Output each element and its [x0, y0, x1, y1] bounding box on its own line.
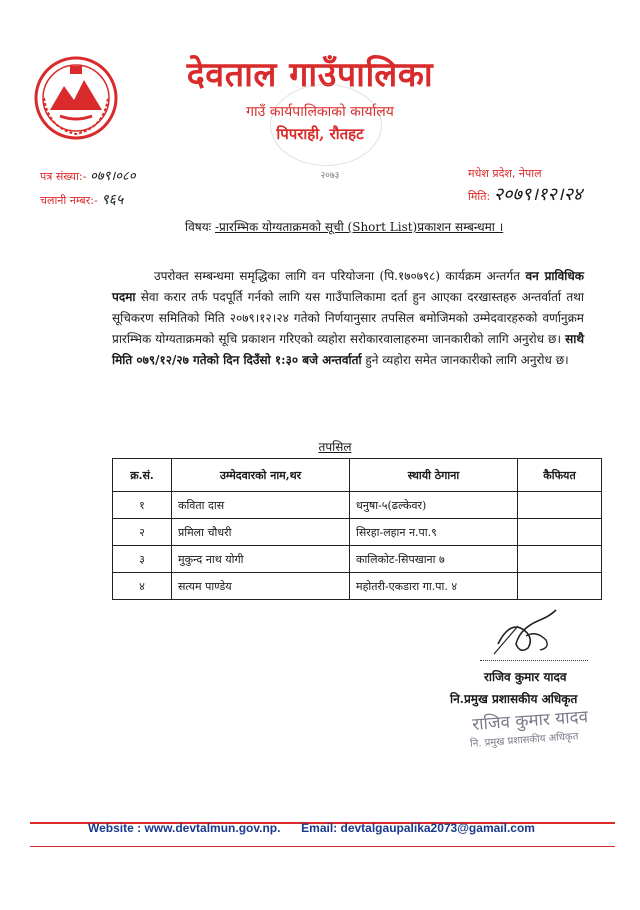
- cell-name: मुकुन्द नाथ योगी: [172, 546, 350, 573]
- footer-website: Website : www.devtalmun.gov.np.: [88, 821, 281, 835]
- reference-value: ०७९।०८०: [90, 169, 136, 184]
- cell-serial: १: [113, 492, 172, 519]
- table-row: [113, 546, 602, 573]
- dispatch-number: [40, 190, 123, 209]
- cell-address: कालिकोट-सिपखाना ७: [350, 546, 518, 573]
- footer-email: Email: devtalgaupalika2073@gamail.com: [301, 821, 535, 835]
- cell-name: प्रमिला चौधरी: [172, 519, 350, 546]
- cell-name: कविता दास: [172, 492, 350, 519]
- title-stamp: नि. प्रमुख प्रशासकीय अधिकृत: [469, 731, 579, 750]
- letter-date: [468, 182, 582, 206]
- cell-serial: ३: [113, 546, 172, 573]
- notice-body: [112, 266, 584, 371]
- office-name: गाउँ कार्यपालिकाको कार्यालय: [246, 104, 394, 120]
- body-text-2: सेवा करार तर्फ पदपूर्ति गर्नको लागि यस गाउँपालिकामा दर्ता हुन आएका दरखास्तहरु अन्तर्वार्ता तथा सूचिकरण समितिको मिति २०७९।१२।२४ गतेको निर्णयानुसार तपसिल बमोजिमको उम्मेदवारहरुको वर्णानुक्रम प्रारम्भिक योग्यताक्रमको सूचि प्रकाशन गरिएको व्यहोरा सरोकारवालाहरुमा जानकारीको लागि अनुरोध छ।: [112, 290, 584, 346]
- cell-name: सत्यम पाण्डेय: [172, 573, 350, 600]
- reference-label: पत्र संख्या:-: [40, 170, 87, 183]
- date-label: मिति:: [468, 190, 491, 203]
- table-row: [113, 573, 602, 600]
- body-text-1: उपरोक्त सम्बन्धमा समृद्धिका लागि वन परियोजना (पि.१७०७९८) कार्यक्रम अन्तर्गत: [154, 269, 526, 283]
- subject-line: [185, 218, 503, 235]
- cell-address: धनुषा-५(ढल्केवर): [350, 492, 518, 519]
- municipality-emblem: [30, 52, 122, 144]
- reference-number: [40, 166, 136, 184]
- dispatch-value: ९६५: [101, 192, 124, 208]
- subject-label: विषयः: [185, 220, 212, 234]
- header-serial: क्र.सं.: [113, 459, 172, 492]
- table-row: [113, 492, 602, 519]
- cell-address: सिरहा-लहान न.पा.९: [350, 519, 518, 546]
- cell-remarks: [518, 546, 602, 573]
- subject-text: -प्रारम्भिक योग्यताक्रमको सूची (Short List)प्रकाशन सम्बन्धमा ।: [214, 220, 504, 234]
- office-address: पिपराही, रौतहट: [276, 125, 364, 143]
- cell-remarks: [518, 573, 602, 600]
- cell-address: महोतरी-एकडारा गा.पा. ४: [350, 573, 518, 600]
- name-stamp: राजिव कुमार यादव: [471, 706, 589, 736]
- stamp-year: २०७३: [320, 171, 340, 181]
- cell-serial: ४: [113, 573, 172, 600]
- handwritten-signature: [490, 600, 570, 658]
- date-value: २०७९।१२।२४: [493, 184, 583, 205]
- cell-serial: २: [113, 519, 172, 546]
- table-row: [113, 519, 602, 546]
- header-remarks: कैफियत: [518, 459, 602, 492]
- signatory-title: नि.प्रमुख प्रशासकीय अधिकृत: [450, 692, 578, 706]
- candidates-table: [112, 458, 602, 600]
- cell-remarks: [518, 492, 602, 519]
- organization-name: देवताल गाउँपालिका: [186, 55, 434, 95]
- signature-line: [480, 660, 588, 661]
- table-caption: तपसिल: [318, 440, 352, 454]
- table-header-row: [113, 459, 602, 492]
- body-interview-date: साथै मिति ०७९/१२/२७ गतेको दिन दिउँसो १:३० बजे अन्तर्वार्ता: [112, 332, 584, 367]
- footer-contact: [88, 821, 535, 835]
- signatory-name: राजिव कुमार यादव: [484, 670, 567, 684]
- cell-remarks: [518, 519, 602, 546]
- dispatch-label: चलानी नम्बर:-: [40, 194, 98, 207]
- header-name: उम्मेदवारको नाम,थर: [172, 459, 350, 492]
- header-address: स्थायी ठेगाना: [350, 459, 518, 492]
- body-text-3: हुने व्यहोरा समेत जानकारीको लागि अनुरोध छ।: [361, 353, 569, 367]
- footer-divider-bottom: [30, 846, 615, 847]
- province-label: मधेश प्रदेश, नेपाल: [468, 167, 542, 180]
- body-post-name: वन प्राविधिक पदमा: [112, 269, 585, 304]
